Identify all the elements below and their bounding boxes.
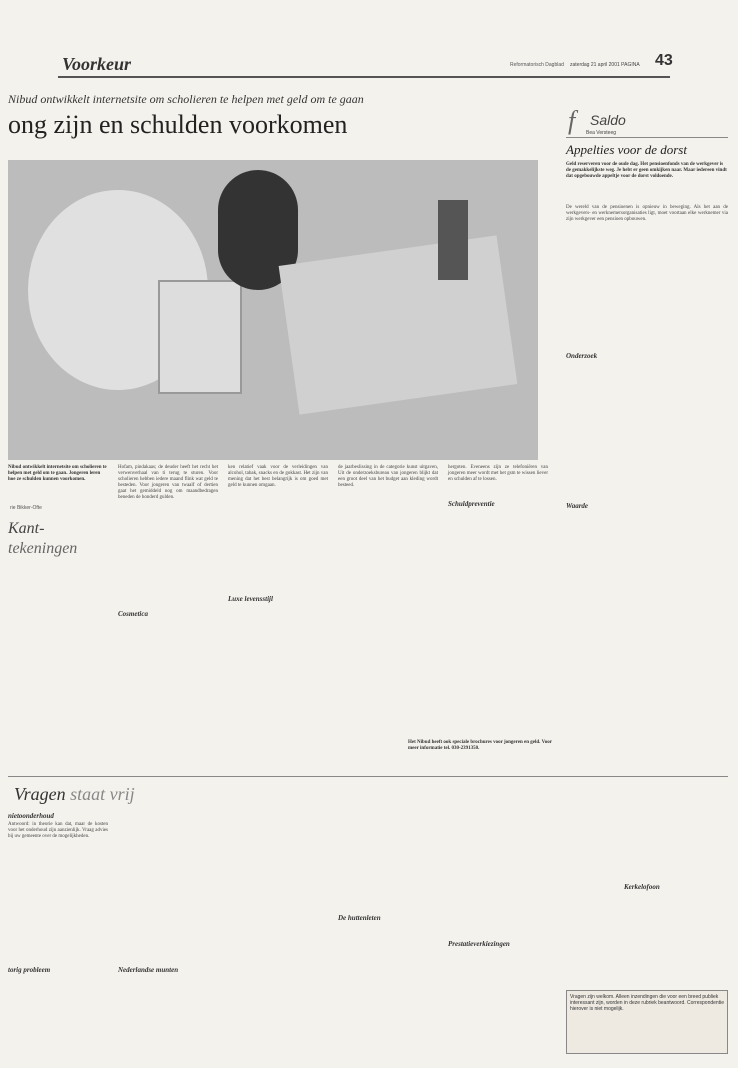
article-column-1: Hofam, pindakaas; de deuder heeft het recht het verwenverhaal van ti terug te sturen. Voor scholieren hebben iedere maand flink wat geld te besteden. Voor jongeren van twaalf of dertien gaat het gemiddeld nog om maandbedragen beneden de honderd gulden. xyxy=(118,465,218,500)
photo-lamp xyxy=(438,200,468,280)
kantdeel-title-1: Kant- xyxy=(8,520,45,537)
article-headline: ong zijn en schulden voorkomen xyxy=(8,110,348,139)
vragen-subhead-toerig: torig probleem xyxy=(8,966,51,974)
vragen-subhead-huttenleten: De huttenleten xyxy=(338,914,381,922)
subhead-cosmetica: Cosmetica xyxy=(118,610,148,618)
photo-gameboy xyxy=(158,280,242,394)
vragen-subhead-nederlandse: Nederlandse munten xyxy=(118,966,179,974)
subhead-luxe: Luxe levensstijl xyxy=(228,595,273,603)
photo-credit: rie Bikker-Ofte xyxy=(10,505,42,511)
saldo-author: Bea Versteeg xyxy=(586,130,617,136)
saldo-subhead-onderzoek: Onderzoek xyxy=(566,352,598,360)
section-title: Voorkeur xyxy=(62,54,132,74)
vragen-column-1: Antwoord: in theorie kan dat, maar de kosten voor het onderhoud zijn aanzienlijk. Vraag advies bij uw gemeente over de mogelijkheden. xyxy=(8,822,108,839)
page-number: 43 xyxy=(655,52,673,69)
issue-date: zaterdag 21 april 2001 PAGINA xyxy=(570,62,640,68)
vragen-banner xyxy=(14,784,135,805)
article-lead: Nibud ontwikkelt internetsite om scholieren te helpen met geld om te gaan. Jongeren leren hoe ze schulden kunnen voorkomen. xyxy=(8,465,107,482)
vragen-banner-light: staat vrij xyxy=(70,784,135,804)
vragen-subhead-prestatie: Prestatieverkiezingen xyxy=(448,940,510,948)
subhead-schuldpreventie: Schuldpreventie xyxy=(448,500,495,508)
saldo-logo-icon: f xyxy=(568,106,576,135)
article-column-3: de jaarbeslissing in de categorie kunst uitgaven, Uit de onderzoeksbureau van jongeren blijkt dat een groot deel van het budget aan kleding wordt besteed. xyxy=(338,465,438,488)
saldo-title: Appelties voor de dorst xyxy=(566,142,687,157)
saldo-name: Saldo xyxy=(590,112,626,128)
saldo-lead: Geld reserveren voor de oude dag. Het pensioenfonds van de werkgever is de gemakkelijkste weg. Je hebt er geen omkijken naar. Maar iedereen vindt dat opgebouwde appeltje voor de dorst voldoende. xyxy=(566,162,727,179)
vragen-rule xyxy=(8,776,728,777)
photo-desk-papers xyxy=(279,235,518,414)
vragen-infobox: Vragen zijn welkom. Alleen inzendingen die voor een breed publiek interessant zijn, worden in deze rubriek beantwoord. Correspondentie hierover is niet mogelijk. xyxy=(566,990,728,1054)
publication-name: Reformatorisch Dagblad xyxy=(510,62,564,68)
article-photo xyxy=(8,160,538,460)
vragen-subhead-kerkelofoon: Kerkelofoon xyxy=(624,883,660,891)
saldo-rule xyxy=(566,137,728,138)
article-kicker: Nibud ontwikkelt internetsite om scholieren te helpen met geld om te gaan xyxy=(8,92,364,106)
saldo-body: De wereld van de pensioenen is opnieuw in beweging. Als het aan de werkgevers- en werknemersorganisaties ligt, moet voortaan elke werknemer via zijn werkgever een pensioen opbouwen. xyxy=(566,205,728,222)
header-rule xyxy=(58,76,670,78)
kantdeel-title-2: tekeningen xyxy=(8,540,78,557)
article-column-4: hergoten. Eveneens zijn ze telefoniëren van jongeren meer wordt met het gsm te wissen liever en schulden af te lossen. xyxy=(448,465,548,482)
nibud-info-box: Het Nibud heeft ook speciale brochures voor jongeren en geld. Voor meer informatie tel. 030-2391350. xyxy=(408,740,552,751)
vragen-banner-main: Vragen xyxy=(14,784,66,804)
saldo-subhead-waarde: Waarde xyxy=(566,502,589,510)
vragen-subhead-1: nietoonderhoud xyxy=(8,812,54,820)
article-column-2: ken relatief vaak voor de verleidingen van alcohol, tabak, snacks en de gokkast. Het zijn van mening dat het best belangrijk is om goed met geld te kunnen omgaan. xyxy=(228,465,328,488)
